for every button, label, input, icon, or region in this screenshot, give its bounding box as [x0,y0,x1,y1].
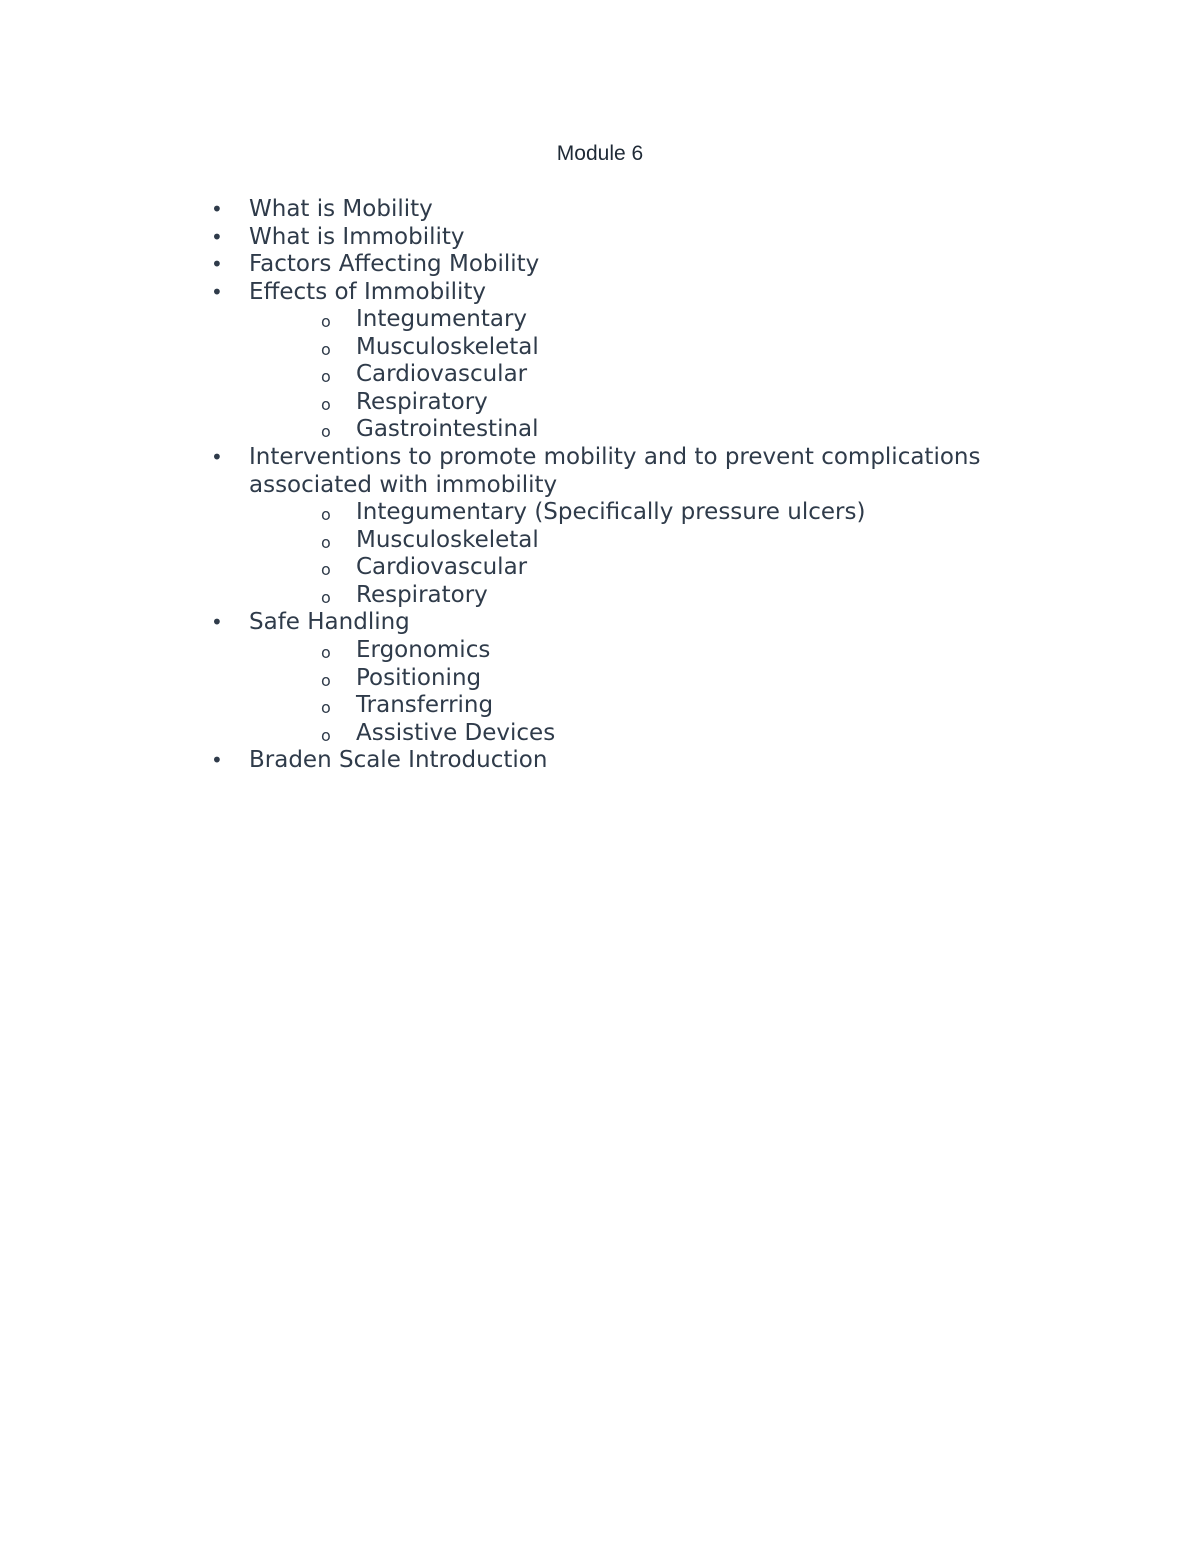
list-item [0,224,1200,252]
sub-list-item [0,554,1200,582]
sub-list-item [0,334,1200,362]
sub-list-item [0,361,1200,389]
sub-bullet-icon: o [321,367,331,386]
topic-list-continued [0,444,1200,499]
bullet-icon: • [211,197,223,221]
sub-bullet-icon: o [321,422,331,441]
sub-list-interventions [0,499,1200,609]
list-item-text: Braden Scale Introduction [249,747,548,773]
list-item-text: Factors Affecting Mobility [249,251,540,277]
sub-list-item-text: Respiratory [356,581,488,608]
list-item-text: Effects of Immobility [249,278,487,305]
topic-list-braden [0,747,1200,775]
list-item [0,444,1200,499]
sub-list-item-text: Cardiovascular [356,554,528,580]
list-item-text: What is Mobility [249,196,433,222]
bullet-icon: • [211,252,223,276]
sub-list-item [0,582,1200,610]
page-title: Module 6 [556,142,644,165]
bullet-icon: • [211,748,223,772]
bullet-icon: • [211,224,223,249]
sub-list-item-text: Ergonomics [356,637,491,663]
sub-list-item-text: Integumentary [356,306,528,332]
sub-bullet-icon: o [321,587,331,607]
list-item [0,251,1200,279]
sub-bullet-icon: o [321,312,331,331]
sub-bullet-icon: o [321,698,331,717]
sub-list-item-text: Musculoskeletal [356,333,539,360]
sub-list-item [0,499,1200,527]
list-item-text: What is Immobility [249,223,465,250]
bullet-icon: • [211,610,223,634]
sub-list-item [0,306,1200,334]
sub-bullet-icon: o [321,643,331,662]
sub-list-item-text: Gastrointestinal [356,416,539,442]
sub-list-item [0,720,1200,748]
sub-list-item-text: Musculoskeletal [356,526,539,553]
list-item [0,747,1200,775]
list-item [0,196,1200,224]
sub-list-item [0,527,1200,555]
sub-bullet-icon: o [321,394,331,414]
bullet-icon: • [211,445,223,469]
sub-bullet-icon: o [321,505,331,524]
sub-list-item-text: Assistive Devices [356,719,556,746]
sub-bullet-icon: o [321,725,331,745]
bullet-icon: • [211,279,223,304]
list-item [0,609,1200,637]
sub-bullet-icon: o [321,532,331,552]
sub-list-effects [0,306,1200,444]
sub-list-item [0,637,1200,665]
sub-list-item [0,665,1200,693]
sub-list-item-text: Respiratory [356,388,488,415]
list-item-text: Interventions to promote mobility and to prevent complications associated with immobility [249,444,981,498]
list-item [0,279,1200,307]
sub-bullet-icon: o [321,339,331,359]
sub-list-item-text: Cardiovascular [356,361,528,387]
topic-list-safe-handling [0,609,1200,637]
sub-list-item-text: Positioning [356,664,482,691]
sub-list-item-text: Integumentary (Specifically pressure ulcers) [356,499,866,525]
sub-bullet-icon: o [321,670,331,690]
sub-list-item [0,416,1200,444]
sub-list-item [0,389,1200,417]
sub-bullet-icon: o [321,560,331,579]
sub-list-item [0,692,1200,720]
sub-list-item-text: Transferring [356,692,494,718]
list-item-text: Safe Handling [249,609,410,635]
sub-list-safe-handling [0,637,1200,747]
topic-list [0,196,1200,306]
